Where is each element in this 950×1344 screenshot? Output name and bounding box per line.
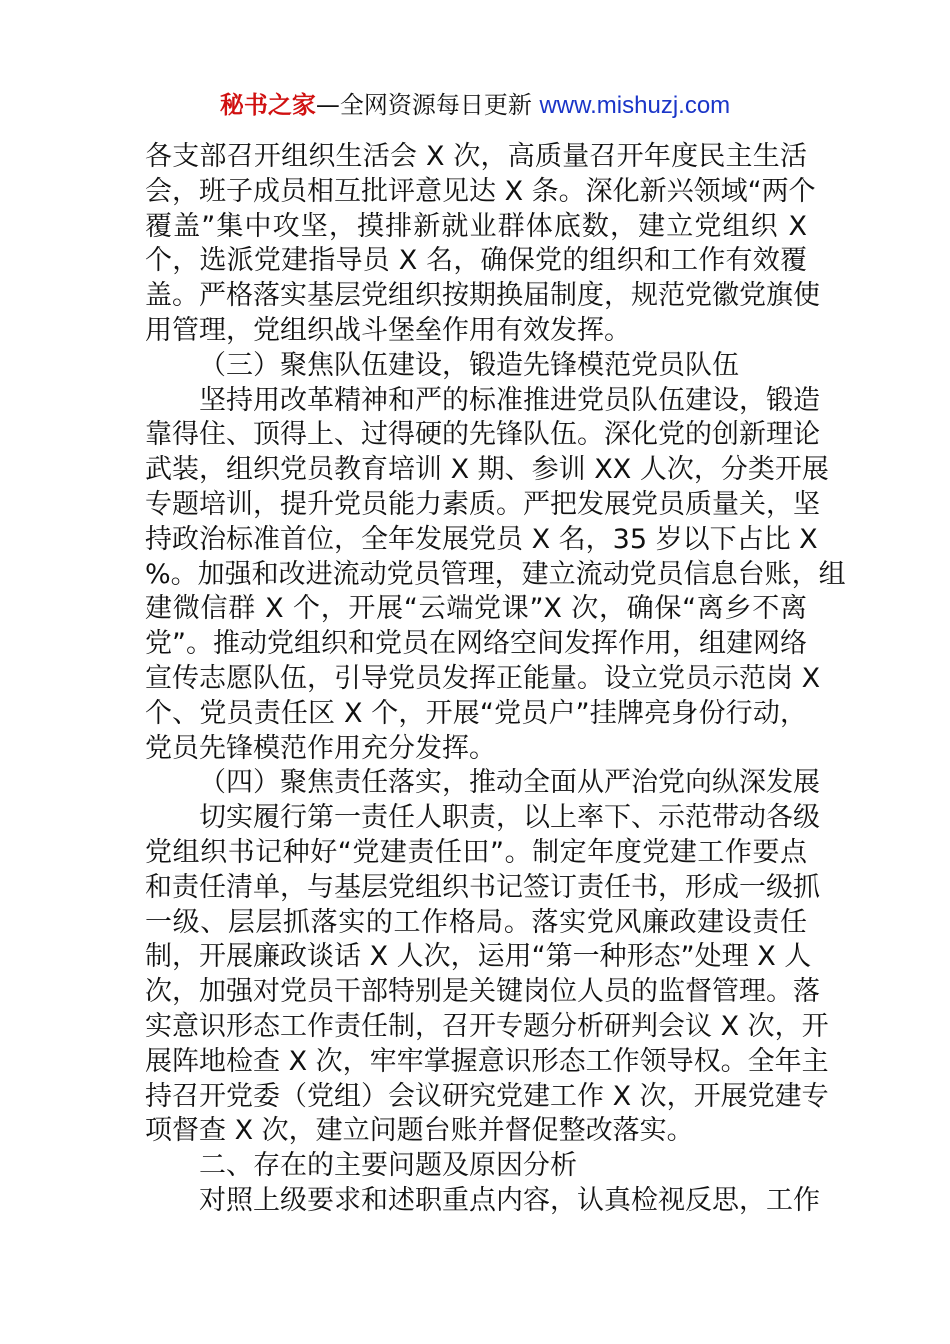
text-line: 实意识形态工作责任制，召开专题分析研判会议 X 次，开	[145, 1010, 829, 1042]
site-url[interactable]: www.mishuzj.com	[539, 92, 731, 119]
text-line: 一级、层层抓落实的工作格局。落实党风廉政建设责任	[145, 906, 807, 938]
text-line: 各支部召开组织生活会 X 次，高质量召开年度民主生活	[145, 141, 807, 172]
text-line: 持召开党委（党组）会议研究党建工作 X 次，开展党建专	[145, 1080, 829, 1112]
document-body	[145, 140, 846, 1219]
text-line: 个，选派党建指导员 X 名，确保党的组织和工作有效覆	[145, 245, 807, 277]
text-line: 对照上级要求和述职重点内容，认真检视反思，工作	[199, 1184, 820, 1216]
text-line: 会，班子成员相互批评意见达 X 条。深化新兴领域“两个	[145, 175, 816, 207]
text-line: 切实履行第一责任人职责，以上率下、示范带动各级	[199, 802, 820, 834]
page-header	[0, 88, 950, 123]
text-line: 党”。推动党组织和党员在网络空间发挥作用，组建网络	[145, 628, 807, 660]
section-heading: 二、存在的主要问题及原因分析	[199, 1150, 577, 1182]
text-line: 持政治标准首位，全年发展党员 X 名，35 岁以下占比 X	[145, 523, 818, 555]
text-line: 用管理，党组织战斗堡垒作用有效发挥。	[145, 314, 631, 346]
text-line: 展阵地检查 X 次，牢牢掌握意识形态工作领导权。全年主	[145, 1045, 829, 1077]
header-tagline: —全网资源每日更新	[315, 91, 540, 119]
text-line: 覆盖”集中攻坚，摸排新就业群体底数，建立党组织 X	[145, 210, 807, 242]
brand-name: 秘书之家	[219, 91, 316, 119]
text-line: 宣传志愿队伍，引导党员发挥正能量。设立党员示范岗 X	[145, 662, 821, 694]
section-heading: （三）聚焦队伍建设，锻造先锋模范党员队伍	[199, 349, 739, 381]
text-line: 和责任清单，与基层党组织书记签订责任书，形成一级抓	[145, 871, 820, 903]
text-line: 靠得住、顶得上、过得硬的先锋队伍。深化党的创新理论	[145, 419, 820, 451]
text-line: %。加强和改进流动党员管理，建立流动党员信息台账，组	[145, 558, 846, 590]
text-line: 个、党员责任区 X 个，开展“党员户”挂牌亮身份行动，	[145, 697, 807, 729]
text-line: 盖。严格落实基层党组织按期换届制度，规范党徽党旗使	[145, 280, 820, 312]
text-line: 党员先锋模范作用充分发挥。	[145, 732, 496, 764]
text-line: 坚持用改革精神和严的标准推进党员队伍建设，锻造	[199, 384, 820, 416]
text-line: 专题培训，提升党员能力素质。严把发展党员质量关，坚	[145, 488, 820, 520]
text-line: 党组织书记种好“党建责任田”。制定年度党建工作要点	[145, 836, 807, 868]
text-line: 制，开展廉政谈话 X 人次，运用“第一种形态”处理 X 人	[145, 941, 812, 973]
text-line: 项督查 X 次，建立问题台账并督促整改落实。	[145, 1115, 694, 1147]
text-line: 建微信群 X 个，开展“云端党课”X 次，确保“离乡不离	[145, 593, 807, 625]
text-line: 次，加强对党员干部特别是关键岗位人员的监督管理。落	[145, 976, 820, 1008]
text-line: 武装，组织党员教育培训 X 期、参训 XX 人次，分类开展	[145, 454, 829, 486]
section-heading: （四）聚焦责任落实，推动全面从严治党向纵深发展	[199, 767, 820, 799]
